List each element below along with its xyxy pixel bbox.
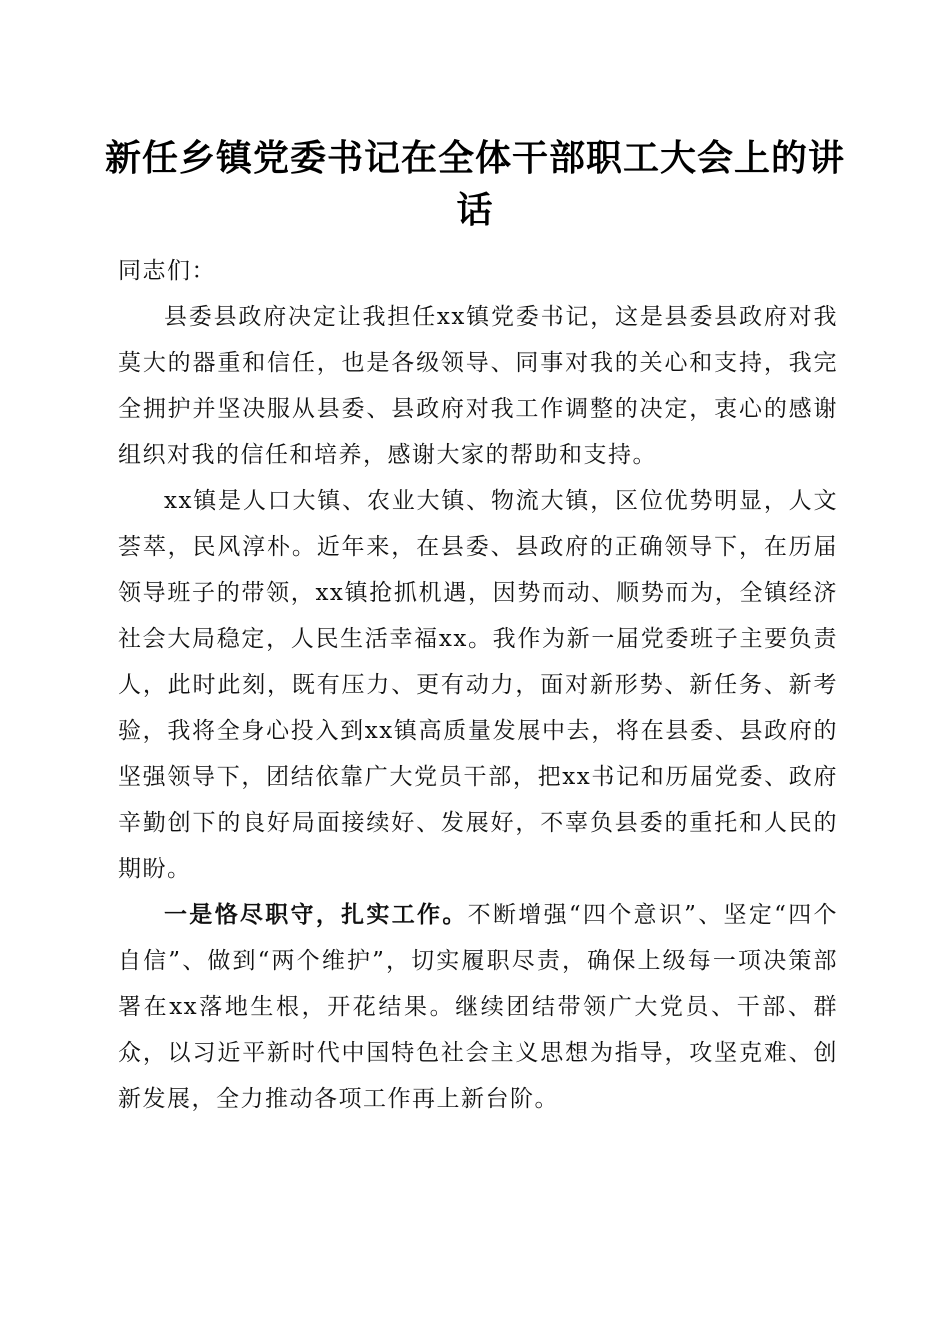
document-title: 新任乡镇党委书记在全体干部职工大会上的讲话 [104, 137, 845, 231]
paragraph-3-lead: 一是恪尽职守，扎实工作。 [164, 901, 468, 928]
paragraph-2-text: xx镇是人口大镇、农业大镇、物流大镇，区位优势明显，人文荟萃，民风淳朴。近年来，在县委、县政府的正确领导下，在历届领导班子的带领，xx镇抢抓机遇，因势而动、顺势而为，全镇经济社会大局稳定，人民生活幸福xx。我作为新一届党委班子主要负责人，此时此刻，既有压力、更有动力，面对新形势、新任务、新考验，我将全身心投入到xx镇高质量发展中去，将在县委、县政府的坚强领导下，团结依靠广大党员干部，把xx书记和历届党委、政府辛勤创下的良好局面接续好、发展好，不辜负县委的重托和人民的期盼。 [118, 488, 838, 882]
document-body [118, 248, 838, 1122]
paragraph-1-text: 县委县政府决定让我担任xx镇党委书记，这是县委县政府对我莫大的器重和信任，也是各级领导、同事对我的关心和支持，我完全拥护并坚决服从县委、县政府对我工作调整的决定，衷心的感谢组织对我的信任和培养，感谢大家的帮助和支持。 [118, 304, 838, 468]
salutation: 同志们： [118, 258, 216, 284]
paragraph-3 [118, 892, 838, 1122]
paragraph-3-text: 不断增强“四个意识”、坚定“四个自信”、做到“两个维护”，切实履职尽责，确保上级每一项决策部署在xx落地生根，开花结果。继续团结带领广大党员、干部、群众，以习近平新时代中国特色社会主义思想为指导，攻坚克难、创新发展，全力推动各项工作再上新台阶。 [118, 902, 838, 1112]
paragraph-1 [118, 294, 838, 478]
paragraph-2 [118, 478, 838, 892]
